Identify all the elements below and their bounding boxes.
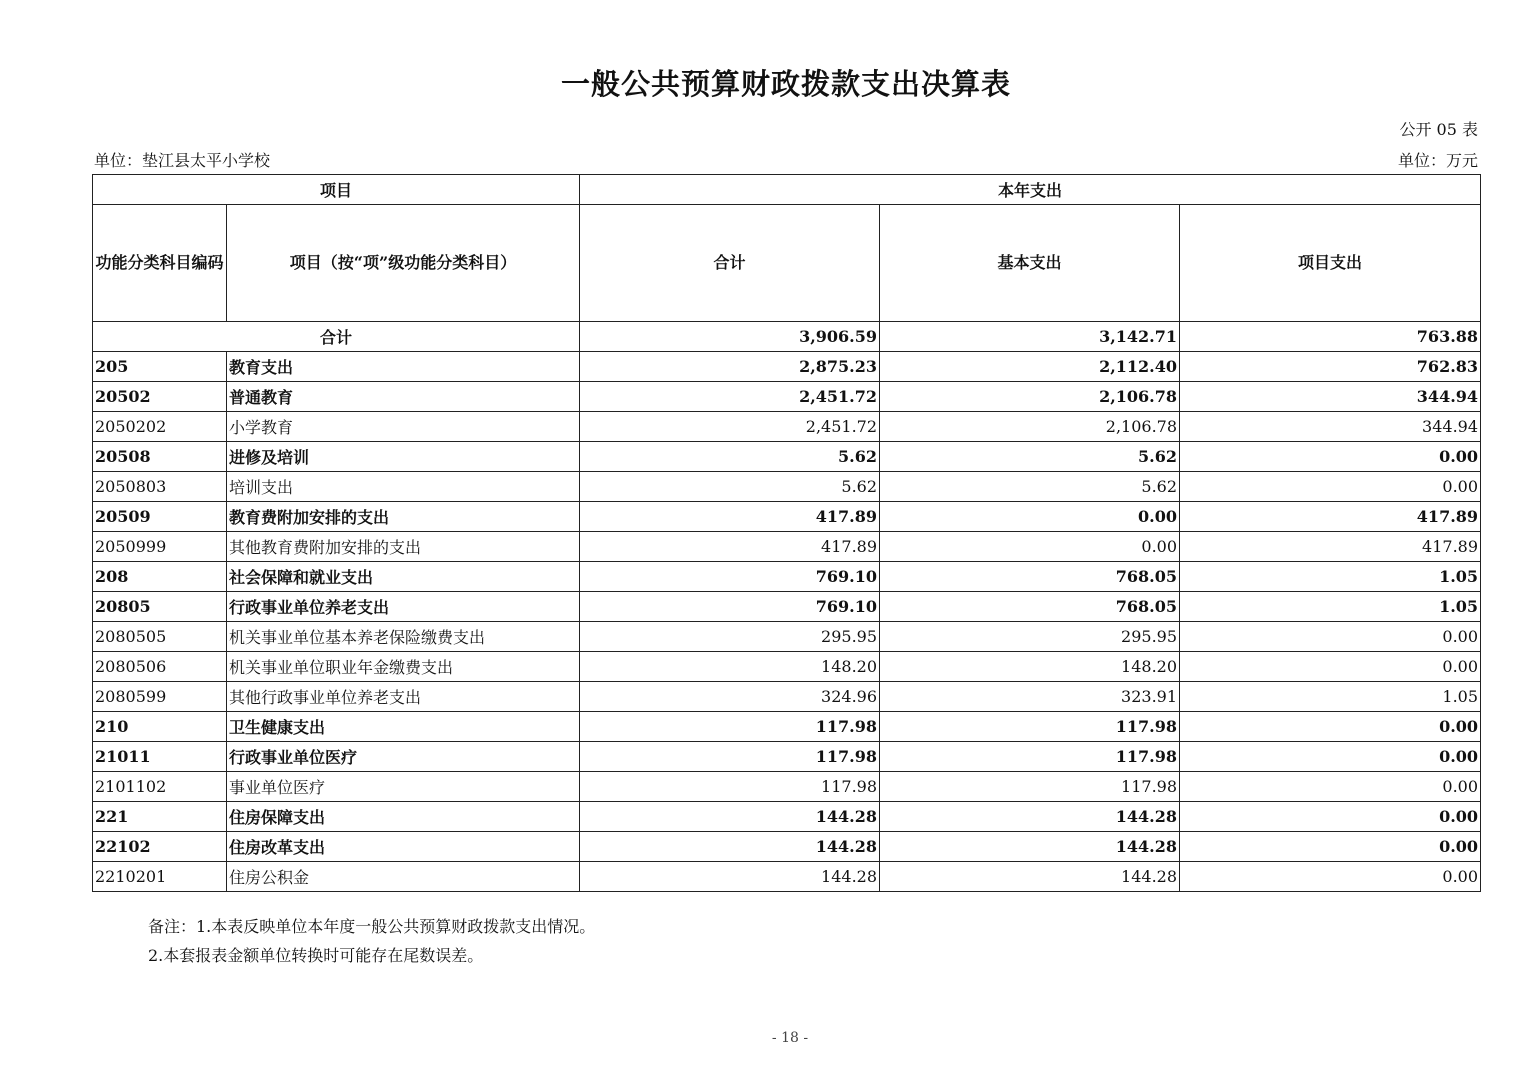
row-code: 208	[93, 562, 227, 592]
row-project: 1.05	[1180, 562, 1481, 592]
row-basic: 295.95	[880, 622, 1180, 652]
table-row	[93, 592, 1481, 622]
row-total: 117.98	[580, 742, 880, 772]
table-row	[93, 442, 1481, 472]
row-total: 148.20	[580, 652, 880, 682]
row-code: 210	[93, 712, 227, 742]
row-code: 22102	[93, 832, 227, 862]
row-basic: 148.20	[880, 652, 1180, 682]
row-code: 2080599	[93, 682, 227, 712]
row-total: 417.89	[580, 502, 880, 532]
row-code: 2050202	[93, 412, 227, 442]
header-project: 项目	[93, 175, 580, 205]
table-row	[93, 502, 1481, 532]
header-code: 功能分类科目编码	[93, 205, 227, 322]
row-project: 0.00	[1180, 472, 1481, 502]
table-row	[93, 532, 1481, 562]
row-basic: 2,112.40	[880, 352, 1180, 382]
row-total: 295.95	[580, 622, 880, 652]
total-total: 3,906.59	[580, 322, 880, 352]
total-row	[93, 322, 1481, 352]
row-code: 20805	[93, 592, 227, 622]
table-row	[93, 412, 1481, 442]
row-basic: 2,106.78	[880, 382, 1180, 412]
row-basic: 117.98	[880, 742, 1180, 772]
row-total: 144.28	[580, 862, 880, 892]
row-code: 205	[93, 352, 227, 382]
reporting-unit: 单位：垫江县太平小学校	[94, 151, 271, 170]
row-basic: 117.98	[880, 712, 1180, 742]
row-code: 21011	[93, 742, 227, 772]
row-project: 1.05	[1180, 592, 1481, 622]
form-number: 公开 05 表	[1399, 120, 1478, 139]
note-line-1: 备注：1.本表反映单位本年度一般公共预算财政拨款支出情况。	[148, 917, 596, 936]
total-basic: 3,142.71	[880, 322, 1180, 352]
row-project: 0.00	[1180, 742, 1481, 772]
row-total: 144.28	[580, 802, 880, 832]
row-basic: 323.91	[880, 682, 1180, 712]
header-row-1	[93, 175, 1481, 205]
notes	[148, 912, 595, 970]
note-line-2: 2.本套报表金额单位转换时可能存在尾数误差。	[148, 946, 484, 965]
row-basic: 768.05	[880, 592, 1180, 622]
table-row	[93, 862, 1481, 892]
row-name: 教育费附加安排的支出	[227, 502, 580, 532]
row-name: 普通教育	[227, 382, 580, 412]
row-name: 机关事业单位职业年金缴费支出	[227, 652, 580, 682]
row-total: 769.10	[580, 592, 880, 622]
row-basic: 2,106.78	[880, 412, 1180, 442]
row-code: 2050803	[93, 472, 227, 502]
header-total: 合计	[580, 205, 880, 322]
row-name: 住房保障支出	[227, 802, 580, 832]
row-project: 0.00	[1180, 652, 1481, 682]
row-name: 进修及培训	[227, 442, 580, 472]
row-total: 5.62	[580, 472, 880, 502]
row-project: 344.94	[1180, 382, 1481, 412]
table-row	[93, 352, 1481, 382]
row-name: 小学教育	[227, 412, 580, 442]
table-row	[93, 742, 1481, 772]
row-basic: 5.62	[880, 472, 1180, 502]
row-name: 其他行政事业单位养老支出	[227, 682, 580, 712]
row-project: 1.05	[1180, 682, 1481, 712]
page-title: 一般公共预算财政拨款支出决算表	[560, 67, 1011, 101]
table-row	[93, 772, 1481, 802]
row-total: 5.62	[580, 442, 880, 472]
row-project: 0.00	[1180, 862, 1481, 892]
row-total: 2,875.23	[580, 352, 880, 382]
total-project: 763.88	[1180, 322, 1481, 352]
row-total: 2,451.72	[580, 412, 880, 442]
row-basic: 144.28	[880, 832, 1180, 862]
header-row-2	[93, 205, 1481, 322]
row-name: 培训支出	[227, 472, 580, 502]
row-code: 20502	[93, 382, 227, 412]
row-project: 0.00	[1180, 712, 1481, 742]
header-project-expenditure: 项目支出	[1180, 205, 1481, 322]
page-number: - 18 -	[771, 1030, 809, 1046]
row-basic: 117.98	[880, 772, 1180, 802]
row-project: 0.00	[1180, 442, 1481, 472]
row-code: 2080506	[93, 652, 227, 682]
row-name: 社会保障和就业支出	[227, 562, 580, 592]
row-code: 221	[93, 802, 227, 832]
row-code: 2210201	[93, 862, 227, 892]
row-code: 20509	[93, 502, 227, 532]
row-name: 机关事业单位基本养老保险缴费支出	[227, 622, 580, 652]
header-current-year: 本年支出	[580, 175, 1481, 205]
row-project: 0.00	[1180, 802, 1481, 832]
row-code: 2101102	[93, 772, 227, 802]
table-row	[93, 832, 1481, 862]
row-project: 0.00	[1180, 772, 1481, 802]
header-basic: 基本支出	[880, 205, 1180, 322]
row-code: 20508	[93, 442, 227, 472]
header-name: 项目（按“项”级功能分类科目）	[227, 205, 580, 322]
table-row	[93, 652, 1481, 682]
row-total: 417.89	[580, 532, 880, 562]
row-name: 教育支出	[227, 352, 580, 382]
row-name: 行政事业单位养老支出	[227, 592, 580, 622]
row-total: 117.98	[580, 772, 880, 802]
row-code: 2080505	[93, 622, 227, 652]
table-row	[93, 682, 1481, 712]
row-project: 0.00	[1180, 622, 1481, 652]
row-total: 324.96	[580, 682, 880, 712]
row-project: 417.89	[1180, 532, 1481, 562]
row-total: 117.98	[580, 712, 880, 742]
currency-unit: 单位：万元	[1397, 151, 1478, 170]
row-name: 卫生健康支出	[227, 712, 580, 742]
table-row	[93, 622, 1481, 652]
row-total: 144.28	[580, 832, 880, 862]
row-basic: 768.05	[880, 562, 1180, 592]
table-row	[93, 712, 1481, 742]
row-name: 行政事业单位医疗	[227, 742, 580, 772]
row-code: 2050999	[93, 532, 227, 562]
row-basic: 144.28	[880, 862, 1180, 892]
row-name: 住房改革支出	[227, 832, 580, 862]
table-row	[93, 472, 1481, 502]
row-project: 0.00	[1180, 832, 1481, 862]
row-basic: 5.62	[880, 442, 1180, 472]
row-basic: 144.28	[880, 802, 1180, 832]
row-name: 住房公积金	[227, 862, 580, 892]
total-label: 合计	[93, 322, 580, 352]
row-project: 417.89	[1180, 502, 1481, 532]
row-project: 344.94	[1180, 412, 1481, 442]
row-project: 762.83	[1180, 352, 1481, 382]
table-row	[93, 382, 1481, 412]
row-total: 2,451.72	[580, 382, 880, 412]
expenditure-table	[92, 174, 1481, 892]
row-basic: 0.00	[880, 532, 1180, 562]
row-total: 769.10	[580, 562, 880, 592]
row-name: 事业单位医疗	[227, 772, 580, 802]
table-row	[93, 802, 1481, 832]
table-row	[93, 562, 1481, 592]
row-name: 其他教育费附加安排的支出	[227, 532, 580, 562]
row-basic: 0.00	[880, 502, 1180, 532]
